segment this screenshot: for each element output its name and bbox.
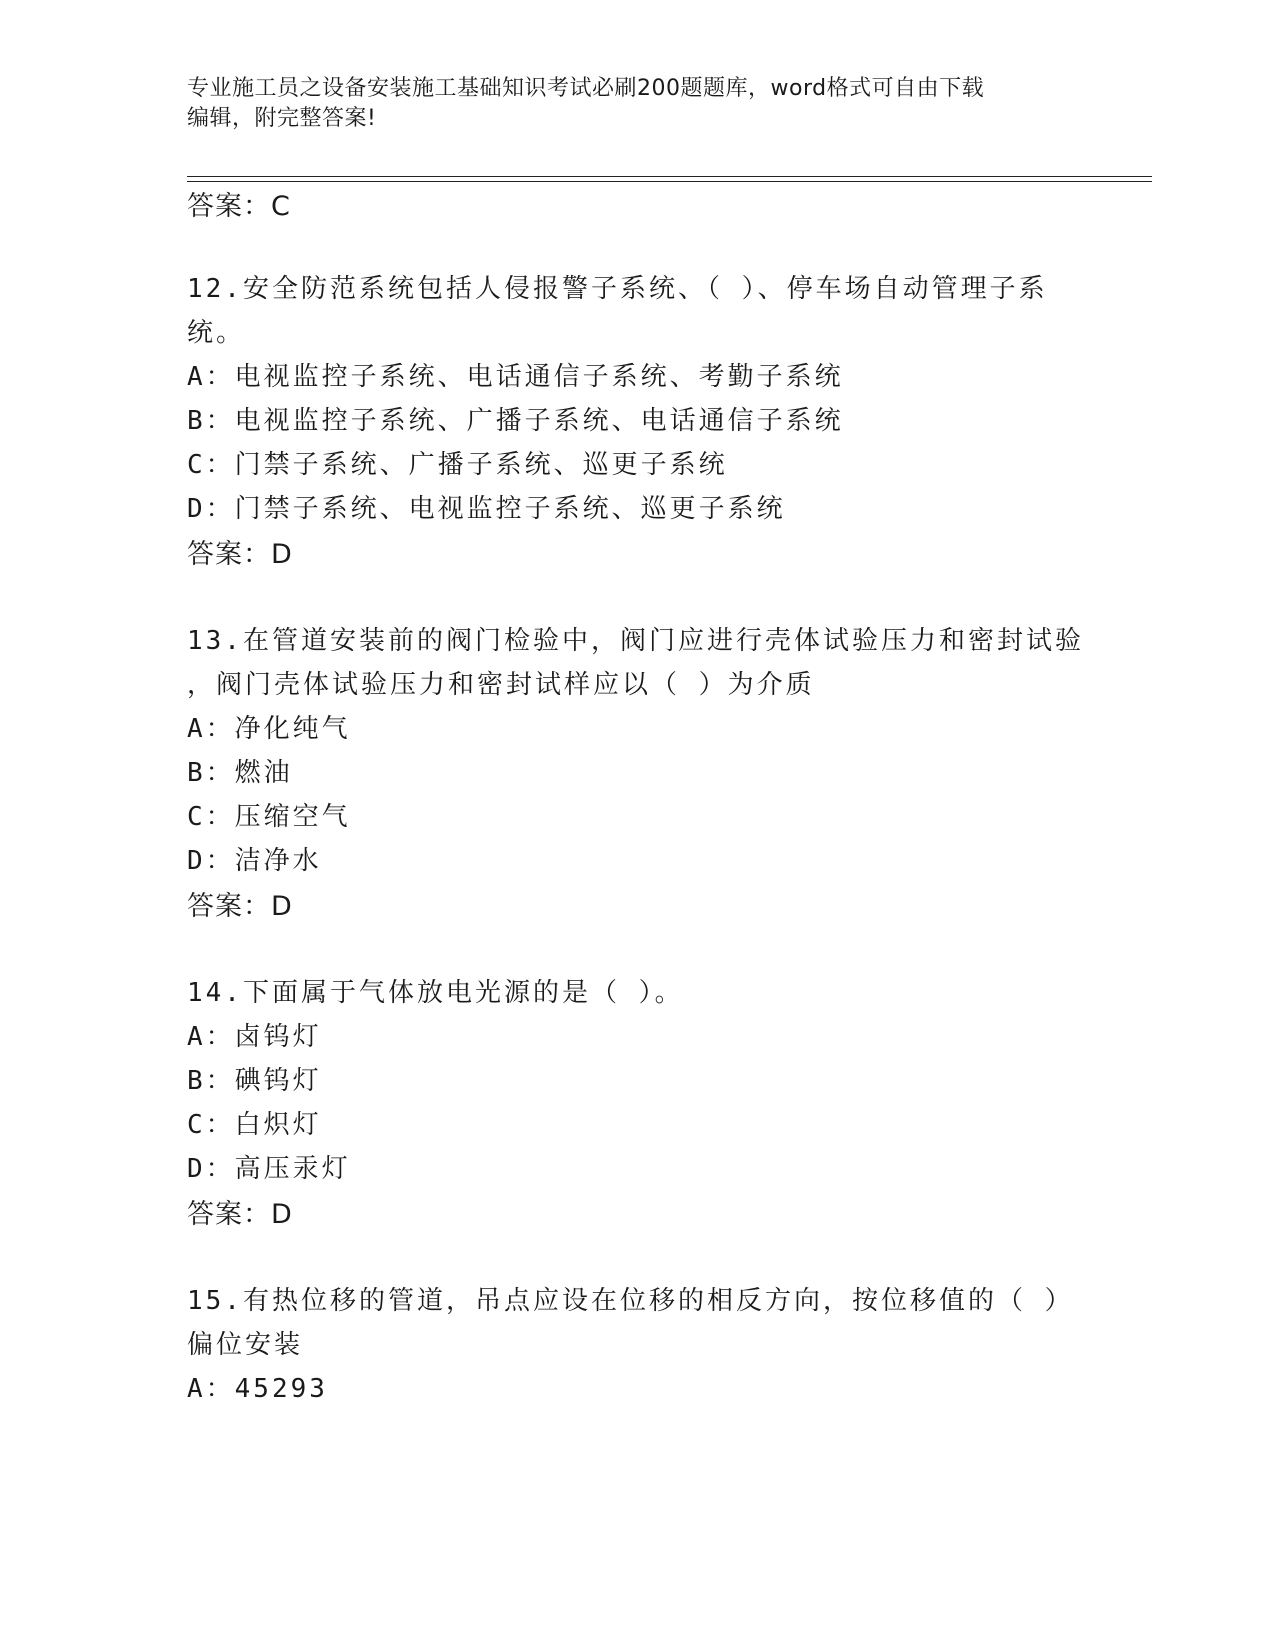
previous-answer: 答案：C xyxy=(187,191,291,222)
question-12-option-a: A：电视监控子系统、电话通信子系统、考勤子系统 xyxy=(187,362,844,392)
header-divider-bottom xyxy=(187,181,1152,182)
question-14-text-line-1: 14.下面属于气体放电光源的是（ ）。 xyxy=(187,978,684,1008)
question-13-option-b: B：燃油 xyxy=(187,758,293,788)
question-12-text-line-2: 统。 xyxy=(187,318,246,348)
header-divider-top xyxy=(187,176,1152,177)
question-13-option-d: D：洁净水 xyxy=(187,846,322,876)
question-13-answer: 答案：D xyxy=(187,891,293,922)
question-12-answer: 答案：D xyxy=(187,539,293,570)
question-14-option-a: A：卤钨灯 xyxy=(187,1022,322,1052)
question-13-option-c: C：压缩空气 xyxy=(187,802,351,832)
header-line-2: 编辑，附完整答案! xyxy=(187,106,377,131)
question-15-text-line-2: 偏位安装 xyxy=(187,1330,304,1360)
question-13-text-line-1: 13.在管道安装前的阀门检验中，阀门应进行壳体试验压力和密封试验 xyxy=(187,626,1084,656)
question-15-text-line-1: 15.有热位移的管道，吊点应设在位移的相反方向，按位移值的（ ） xyxy=(187,1286,1074,1316)
question-14-option-d: D：高压汞灯 xyxy=(187,1154,351,1184)
question-12-option-c: C：门禁子系统、广播子系统、巡更子系统 xyxy=(187,450,728,480)
question-12-text-line-1: 12.安全防范系统包括人侵报警子系统、（ ）、停车场自动管理子系 xyxy=(187,274,1048,304)
header-line-1: 专业施工员之设备安装施工基础知识考试必刷200题题库，word格式可自由下载 xyxy=(187,76,985,101)
question-14-option-c: C：白炽灯 xyxy=(187,1110,322,1140)
question-12-option-d: D：门禁子系统、电视监控子系统、巡更子系统 xyxy=(187,494,786,524)
question-13-option-a: A：净化纯气 xyxy=(187,714,351,744)
question-14-answer: 答案：D xyxy=(187,1199,293,1230)
question-14-option-b: B：碘钨灯 xyxy=(187,1066,322,1096)
document-header xyxy=(187,74,1087,134)
question-13-text-line-2: ，阀门壳体试验压力和密封试样应以（ ）为介质 xyxy=(187,670,815,700)
question-12-option-b: B：电视监控子系统、广播子系统、电话通信子系统 xyxy=(187,406,844,436)
question-15-option-a: A：45293 xyxy=(187,1374,328,1404)
